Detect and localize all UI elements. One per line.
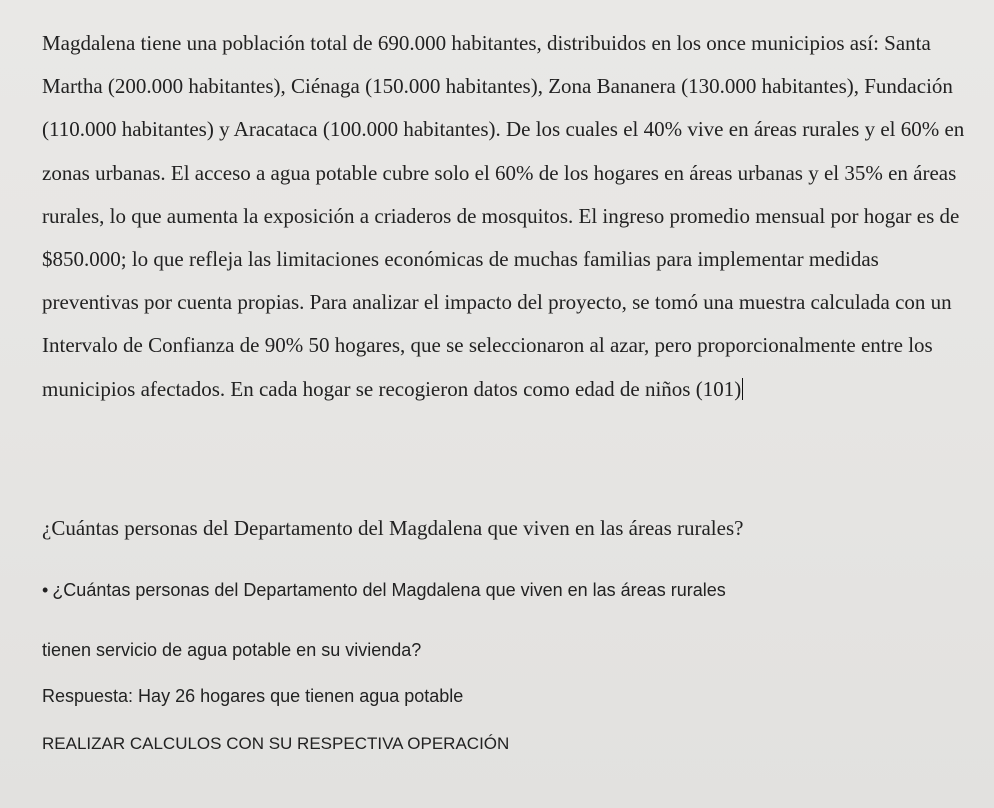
- question-2-text: ¿Cuántas personas del Departamento del Magdalena que viven en las áreas rurales: [52, 580, 726, 600]
- problem-paragraph-text: Magdalena tiene una población total de 690.000 habitantes, distribuidos en los once municipios así: Santa Martha (200.000 habitantes), Ciénaga (150.000 habitantes), Zona Bananera (130.000 habitantes), Fundación (110.000 habitantes) y Aracataca (100.000 habitantes). De los cuales el 40% vive en áreas rurales y el 60% en zonas urbanas. El acceso a agua potable cubre solo el 60% de los hogares en áreas urbanas y el 35% en áreas rurales, lo que aumenta la exposición a criaderos de mosquitos. El ingreso promedio mensual por hogar es de $850.000; lo que refleja las limitaciones económicas de muchas familias para implementar medidas preventivas por cuenta propias. Para analizar el impacto del proyecto, se tomó una muestra calculada con un Intervalo de Confianza de 90% 50 hogares, que se seleccionaron al azar, pero proporcionalmente entre los municipios afectados. En cada hogar se recogieron datos como edad de niños (101): [42, 31, 965, 401]
- question-1: ¿Cuántas personas del Departamento del Magdalena que viven en las áreas rurales?: [42, 516, 744, 540]
- question-2-line-1: [42, 580, 726, 601]
- instruction-line: REALIZAR CALCULOS CON SU RESPECTIVA OPERACIÓN: [42, 734, 510, 753]
- question-2-line-2: tienen servicio de agua potable en su vivienda?: [42, 640, 422, 660]
- answer-line: Respuesta: Hay 26 hogares que tienen agua potable: [42, 686, 464, 706]
- text-cursor: [742, 378, 743, 400]
- problem-paragraph: [42, 22, 967, 411]
- bullet-icon: •: [42, 580, 49, 600]
